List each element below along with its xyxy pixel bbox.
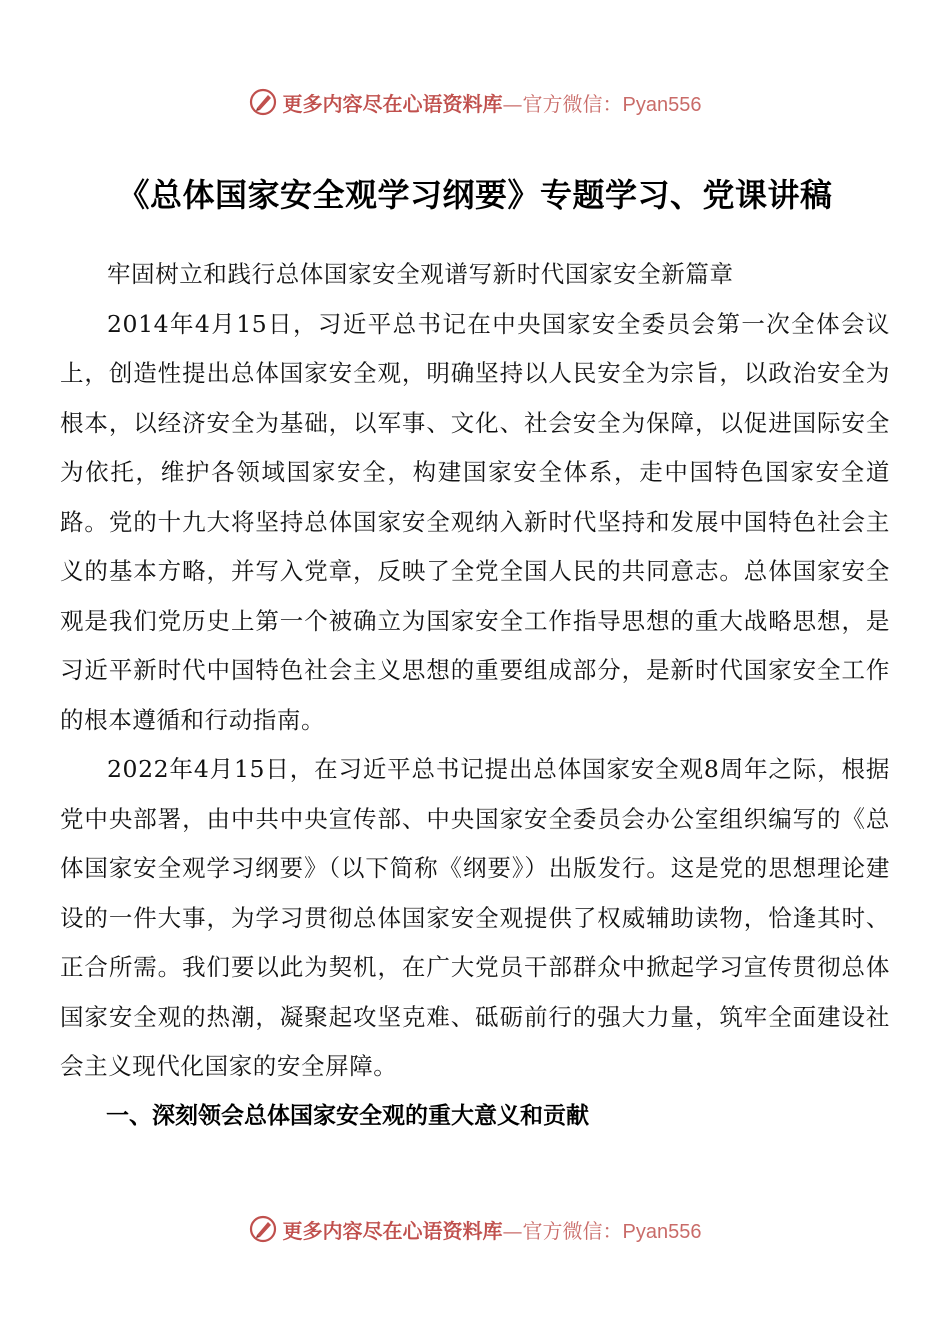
paragraph: 2014年4月15日，习近平总书记在中央国家安全委员会第一次全体会议上，创造性提出总体国家安全观，明确坚持以人民安全为宗旨，以政治安全为根本，以经济安全为基础，以军事、文化、社会安全为保障，以促进国际安全为依托，维护各领域国家安全，构建国家安全体系，走中国特色国家安全道路。党的十九大将坚持总体国家安全观纳入新时代坚持和发展中国特色社会主义的基本方略，并写入党章，反映了全党全国人民的共同意志。总体国家安全观是我们党历史上第一个被确立为国家安全工作指导思想的重大战略思想，是习近平新时代中国特色社会主义思想的重要组成部分，是新时代国家安全工作的根本遵循和行动指南。 [60,309,890,734]
document-body [60,250,890,1140]
watermark-separator: — [502,1218,523,1243]
watermark-footer [0,1211,950,1247]
watermark-wechat-id: Pyan556 [622,93,702,116]
watermark-wechat-label: 官方微信： [522,1218,623,1243]
pen-logo-icon [249,1215,277,1243]
watermark-brand: 更多内容尽在心语资料库 [282,1218,503,1243]
watermark-text [283,1215,702,1244]
watermark-wechat-label: 官方微信： [522,91,623,116]
watermark-text [283,88,702,117]
watermark-separator: — [502,91,523,116]
watermark-brand: 更多内容尽在心语资料库 [282,91,503,116]
watermark-header [0,84,950,120]
watermark-wechat-id: Pyan556 [622,1220,702,1243]
paragraph: 2022年4月15日，在习近平总书记提出总体国家安全观8周年之际，根据党中央部署，由中共中央宣传部、中央国家安全委员会办公室组织编写的《总体国家安全观学习纲要》（以下简称《纲要》）出版发行。这是党的思想理论建设的一件大事，为学习贯彻总体国家安全观提供了权威辅助读物，恰逢其时、正合所需。我们要以此为契机，在广大党员干部群众中掀起学习宣传贯彻总体国家安全观的热潮，凝聚起攻坚克难、砥砺前行的强大力量，筑牢全面建设社会主义现代化国家的安全屏障。 [60,755,890,1080]
document-subtitle: 牢固树立和践行总体国家安全观谱写新时代国家安全新篇章 [107,260,734,288]
section-heading: 一、深刻领会总体国家安全观的重大意义和贡献 [106,1102,589,1129]
document-title: 《总体国家安全观学习纲要》专题学习、党课讲稿 [117,176,833,214]
pen-logo-icon [249,88,277,116]
